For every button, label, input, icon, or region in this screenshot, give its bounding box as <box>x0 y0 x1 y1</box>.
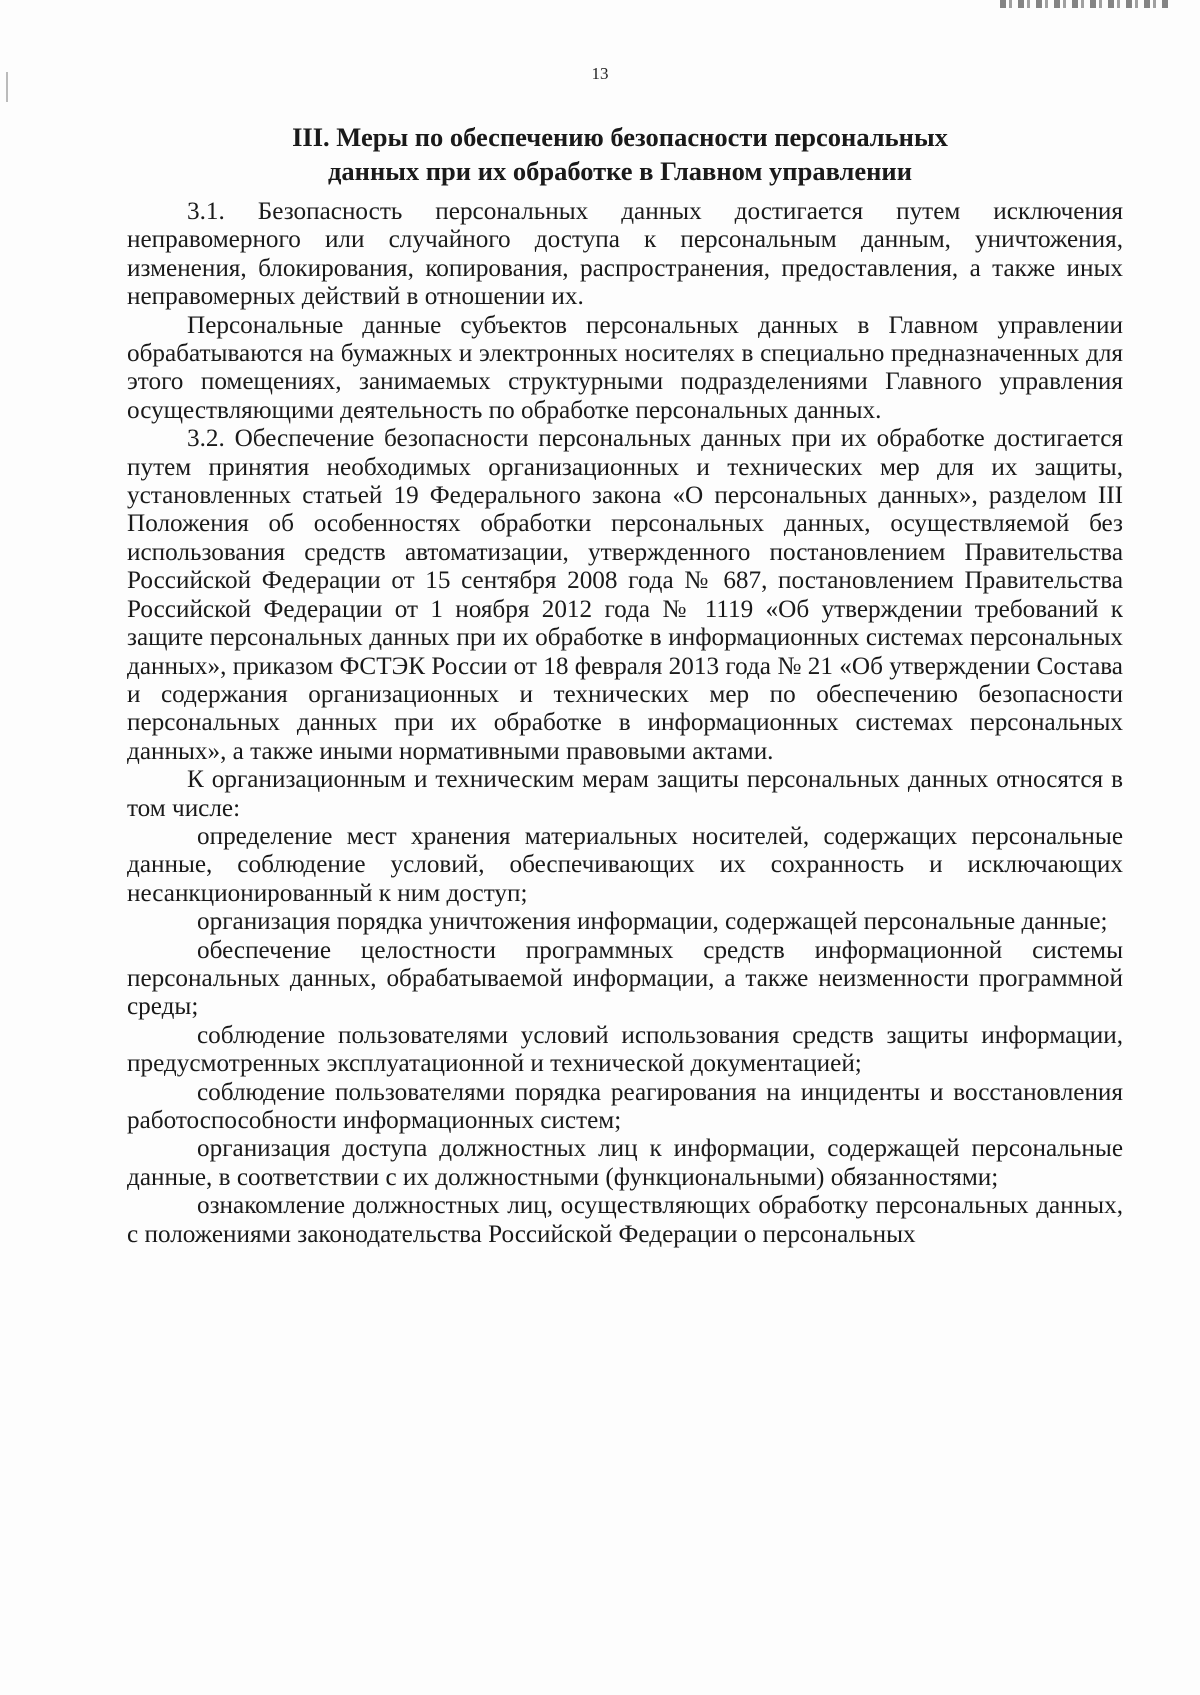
page-number: 13 <box>591 64 609 83</box>
paragraph-measures-intro: К организационным и техническим мерам защиты персональных данных относятся в том числе: <box>127 766 1123 822</box>
paragraph-3-1: 3.1. Безопасность персональных данных достигается путем исключения неправомерного или случайного доступа к персональным данным, уничтожения, изменения, блокирования, копирования, распространения, предоставления, а также иных неправомерных действий в отношении их. <box>127 198 1123 311</box>
section-heading <box>120 120 1120 188</box>
paragraph-processing-location: Персональные данные субъектов персональных данных в Главном управлении обрабатываются на бумажных и электронных носителях в специально предназначенных для этого помещениях, занимаемых структурными подразделениями Главного управления осуществляющими деятельность по обработке персональных данных. <box>127 311 1123 424</box>
list-item-integrity: обеспечение целостности программных средств информационной системы персональных данных, обрабатываемой информации, а также неизменности программной среды; <box>127 936 1123 1021</box>
scan-artifact <box>1000 0 1170 8</box>
list-item-incidents: соблюдение пользователями порядка реагирования на инциденты и восстановления работоспособности информационных систем; <box>127 1078 1123 1134</box>
list-item-destruction: организация порядка уничтожения информации, содержащей персональные данные; <box>197 908 1108 936</box>
list-item-access: организация доступа должностных лиц к информации, содержащей персональные данные, в соответствии с их должностными (функциональными) обязанностями; <box>127 1135 1123 1191</box>
list-item-storage: определение мест хранения материальных носителей, содержащих персональные данные, соблюдение условий, обеспечивающих их сохранность и исключающих несанкционированный к ним доступ; <box>127 822 1123 907</box>
list-item-familiarization: ознакомление должностных лиц, осуществляющих обработку персональных данных, с положениями законодательства Российской Федерации о персональных <box>127 1192 1123 1248</box>
list-item-protection-tools: соблюдение пользователями условий использования средств защиты информации, предусмотренных эксплуатационной и технической документацией; <box>127 1021 1123 1078</box>
heading-line-1: III. Меры по обеспечению безопасности персональных <box>292 122 948 152</box>
heading-line-2: данных при их обработке в Главном управлении <box>328 156 912 186</box>
document-body <box>127 198 1123 1249</box>
paragraph-3-2: 3.2. Обеспечение безопасности персональных данных при их обработке достигается путем принятия необходимых организационных и технических мер для их защиты, установленных статьей 19 Федерального закона «О персональных данных», разделом III Положения об особенностях обработки персональных данных, осуществляемой без использования средств автоматизации, утвержденного постановлением Правительства Российской Федерации от 15 сентября 2008 года № 687, постановлением Правительства Российской Федерации от 1 ноября 2012 года № 1119 «Об утверждении требований к защите персональных данных при их обработке в информационных системах персональных данных», приказом ФСТЭК России от 18 февраля 2013 года № 21 «Об утверждении Состава и содержания организационных и технических мер по обеспечению безопасности персональных данных при их обработке в информационных системах персональных данных», а также иными нормативными правовыми актами. <box>127 425 1123 765</box>
